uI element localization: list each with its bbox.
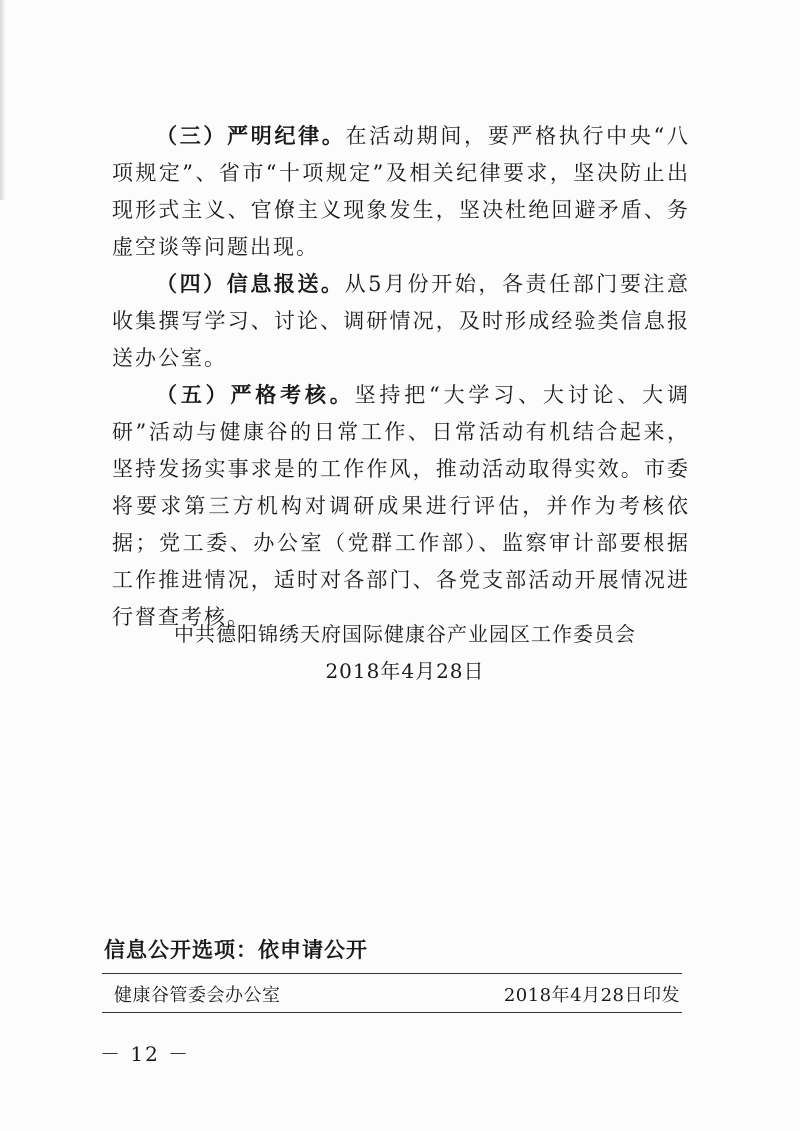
- paragraph-discipline: [112, 118, 690, 266]
- footer-rule-top: [102, 973, 682, 974]
- paragraph-heading: （四）信息报送。: [156, 272, 345, 296]
- footer-print-date: 2018年4月28日印发: [503, 985, 680, 1006]
- paragraph-text: 坚持把“大学习、大讨论、大调研”活动与健康谷的日常工作、日常活动有机结合起来，坚持发扬实事求是的工作作风，推动活动取得实效。市委将要求第三方机构对调研成果进行评估，并作为考核依据；党工委、办公室（党群工作部）、监察审计部要根据工作推进情况，适时对各部门、各党支部活动开展情况进行督查考核。: [112, 383, 690, 629]
- footer-rule-bottom: [102, 1012, 682, 1013]
- paragraph-text: 从5月份开始，各责任部门要注意收集撰写学习、讨论、调研情况，及时形成经验类信息报送办公室。: [112, 272, 690, 370]
- disclosure-option: 信息公开选项：依申请公开: [104, 938, 368, 962]
- signature-date: 2018年4月28日: [325, 659, 485, 683]
- paragraph-heading: （三）严明纪律。: [156, 124, 346, 148]
- footer-office: 健康谷管委会办公室: [114, 985, 281, 1006]
- page-number: － 12 －: [100, 1042, 191, 1066]
- paragraph-heading: （五）严格考核。: [156, 383, 355, 407]
- scan-shadow: [0, 0, 6, 200]
- paragraph-assessment: [112, 377, 690, 636]
- signature-organization: 中共德阳锦绣天府国际健康谷产业园区工作委员会: [174, 622, 636, 646]
- paragraph-info-report: [112, 266, 690, 377]
- document-body: [112, 118, 690, 636]
- paragraph-text: 在活动期间，要严格执行中央“八项规定”、省市“十项规定”及相关纪律要求，坚决防止出现形式主义、官僚主义现象发生，坚决杜绝回避矛盾、务虚空谈等问题出现。: [112, 124, 690, 259]
